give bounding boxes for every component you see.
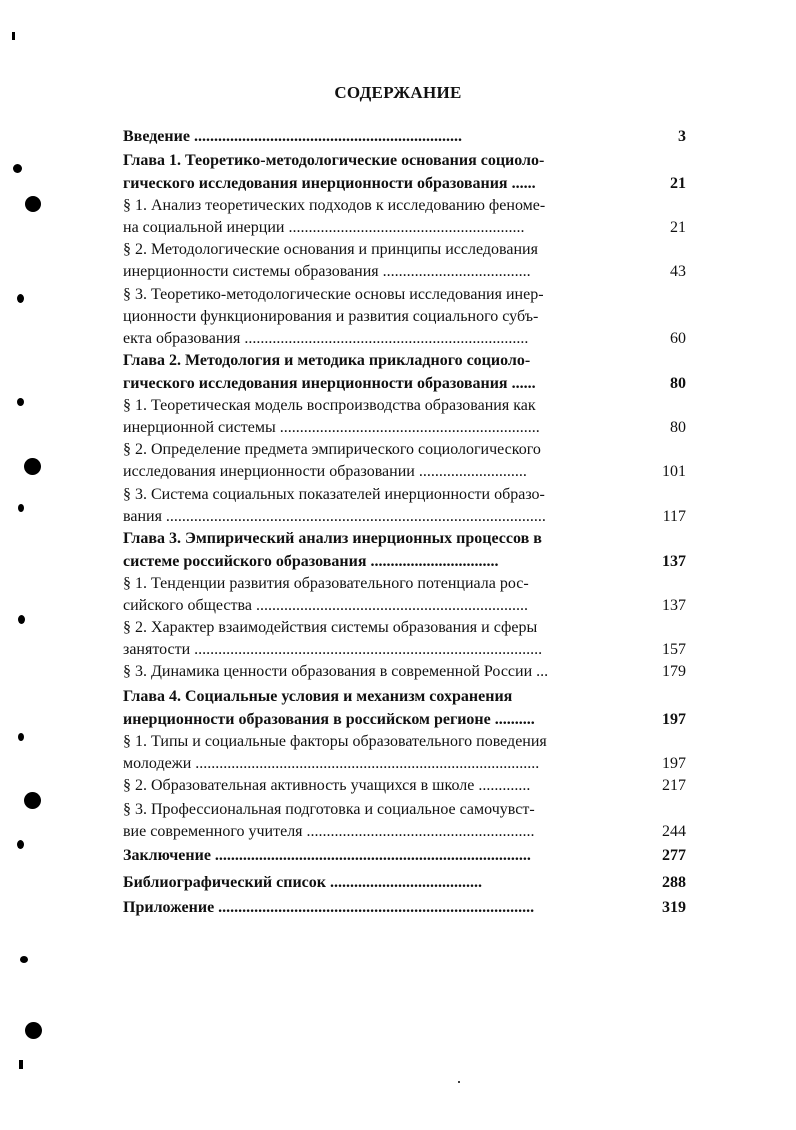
toc-bibliography: Библиографический список ......................................	[123, 874, 482, 891]
scan-speck	[19, 1060, 23, 1069]
binder-hole-speck	[17, 398, 24, 406]
toc-section: § 1. Типы и социальные факторы образовательного поведения	[123, 733, 547, 750]
toc-section-cont: сийского общества ....................................................................	[123, 597, 528, 614]
toc-page-number: 179	[662, 663, 686, 680]
toc-chapter-2-cont: гического исследования инерционности образования ......	[123, 375, 536, 392]
toc-page-number: 3	[678, 128, 686, 145]
toc-section: § 2. Методологические основания и принципы исследования	[123, 241, 538, 258]
toc-chapter-2: Глава 2. Методология и методика прикладного социоло-	[123, 352, 531, 369]
toc-page-number: 80	[670, 419, 686, 436]
binder-hole-speck	[18, 733, 24, 741]
toc-page-number: 197	[662, 711, 686, 728]
toc-section: § 2. Характер взаимодействия системы образования и сферы	[123, 619, 538, 636]
toc-section-cont: молодежи ......................................................................................	[123, 755, 540, 772]
toc-page-number: 244	[662, 823, 686, 840]
toc-page-number: 21	[670, 219, 686, 236]
toc-entry-introduction: Введение ...................................................................	[123, 128, 462, 145]
toc-page-number: 117	[662, 508, 686, 525]
toc-section: § 3. Профессиональная подготовка и социальное самочувст-	[123, 801, 535, 818]
toc-page-number: 80	[670, 375, 686, 392]
toc-page-number: 157	[662, 641, 686, 658]
toc-page-number: 137	[662, 553, 686, 570]
toc-section: § 2. Определение предмета эмпирического социологического	[123, 441, 541, 458]
toc-chapter-3: Глава 3. Эмпирический анализ инерционных процессов в	[123, 530, 542, 547]
toc-section-cont: екта образования .......................................................................	[123, 330, 529, 347]
toc-chapter-1: Глава 1. Теоретико-методологические основания социоло-	[123, 152, 545, 169]
toc-section: § 1. Тенденции развития образовательного потенциала рос-	[123, 575, 529, 592]
toc-section: § 2. Образовательная активность учащихся в школе .............	[123, 777, 531, 794]
scan-speck	[12, 32, 15, 40]
toc-section: § 1. Анализ теоретических подходов к исследованию феноме-	[123, 197, 546, 214]
toc-section-cont: ционности функционирования и развития социального субъ-	[123, 308, 539, 325]
scan-speck	[458, 1081, 460, 1083]
toc-page-number: 288	[662, 874, 686, 891]
binder-hole-speck	[20, 956, 28, 963]
binder-hole-speck	[18, 504, 24, 512]
toc-section-cont: исследования инерционности образовании ...........................	[123, 463, 527, 480]
toc-chapter-4: Глава 4. Социальные условия и механизм сохранения	[123, 688, 513, 705]
binder-hole-speck	[17, 840, 24, 849]
page-title: СОДЕРЖАНИЕ	[334, 83, 462, 102]
toc-page-number: 101	[662, 463, 686, 480]
toc-chapter-3-cont: системе российского образования ................................	[123, 553, 499, 570]
toc-page-number: 217	[662, 777, 686, 794]
toc-section-cont: на социальной инерции ...........................................................	[123, 219, 525, 236]
toc-page-number: 60	[670, 330, 686, 347]
toc-page-number: 43	[670, 263, 686, 280]
binder-hole	[24, 792, 41, 809]
toc-chapter-4-cont: инерционности образования в российском регионе ..........	[123, 711, 535, 728]
toc-section-cont: вие современного учителя .........................................................	[123, 823, 535, 840]
toc-section-cont: инерционной системы .................................................................	[123, 419, 540, 436]
binder-hole	[25, 1022, 42, 1039]
toc-page-number: 21	[670, 175, 686, 192]
toc-page-number: 319	[662, 899, 686, 916]
toc-section-cont: вания ...............................................................................................	[123, 508, 546, 525]
toc-section-cont: инерционности системы образования .....................................	[123, 263, 531, 280]
toc-page-number: 277	[662, 847, 686, 864]
binder-hole-speck	[17, 294, 24, 303]
toc-section: § 1. Теоретическая модель воспроизводства образования как	[123, 397, 536, 414]
toc-chapter-1-cont: гического исследования инерционности образования ......	[123, 175, 536, 192]
toc-conclusion: Заключение ...............................................................................	[123, 847, 531, 864]
toc-appendix: Приложение ...............................................................................	[123, 899, 535, 916]
toc-page-number: 137	[662, 597, 686, 614]
binder-hole	[24, 458, 41, 475]
binder-hole-speck	[13, 164, 22, 173]
toc-section-cont: занятости .......................................................................................	[123, 641, 543, 658]
binder-hole	[25, 196, 41, 212]
toc-section: § 3. Теоретико-методологические основы исследования инер-	[123, 286, 544, 303]
binder-hole-speck	[18, 615, 25, 624]
toc-section: § 3. Динамика ценности образования в современной России ...	[123, 663, 549, 680]
toc-page-number: 197	[662, 755, 686, 772]
toc-section: § 3. Система социальных показателей инерционности образо-	[123, 486, 545, 503]
